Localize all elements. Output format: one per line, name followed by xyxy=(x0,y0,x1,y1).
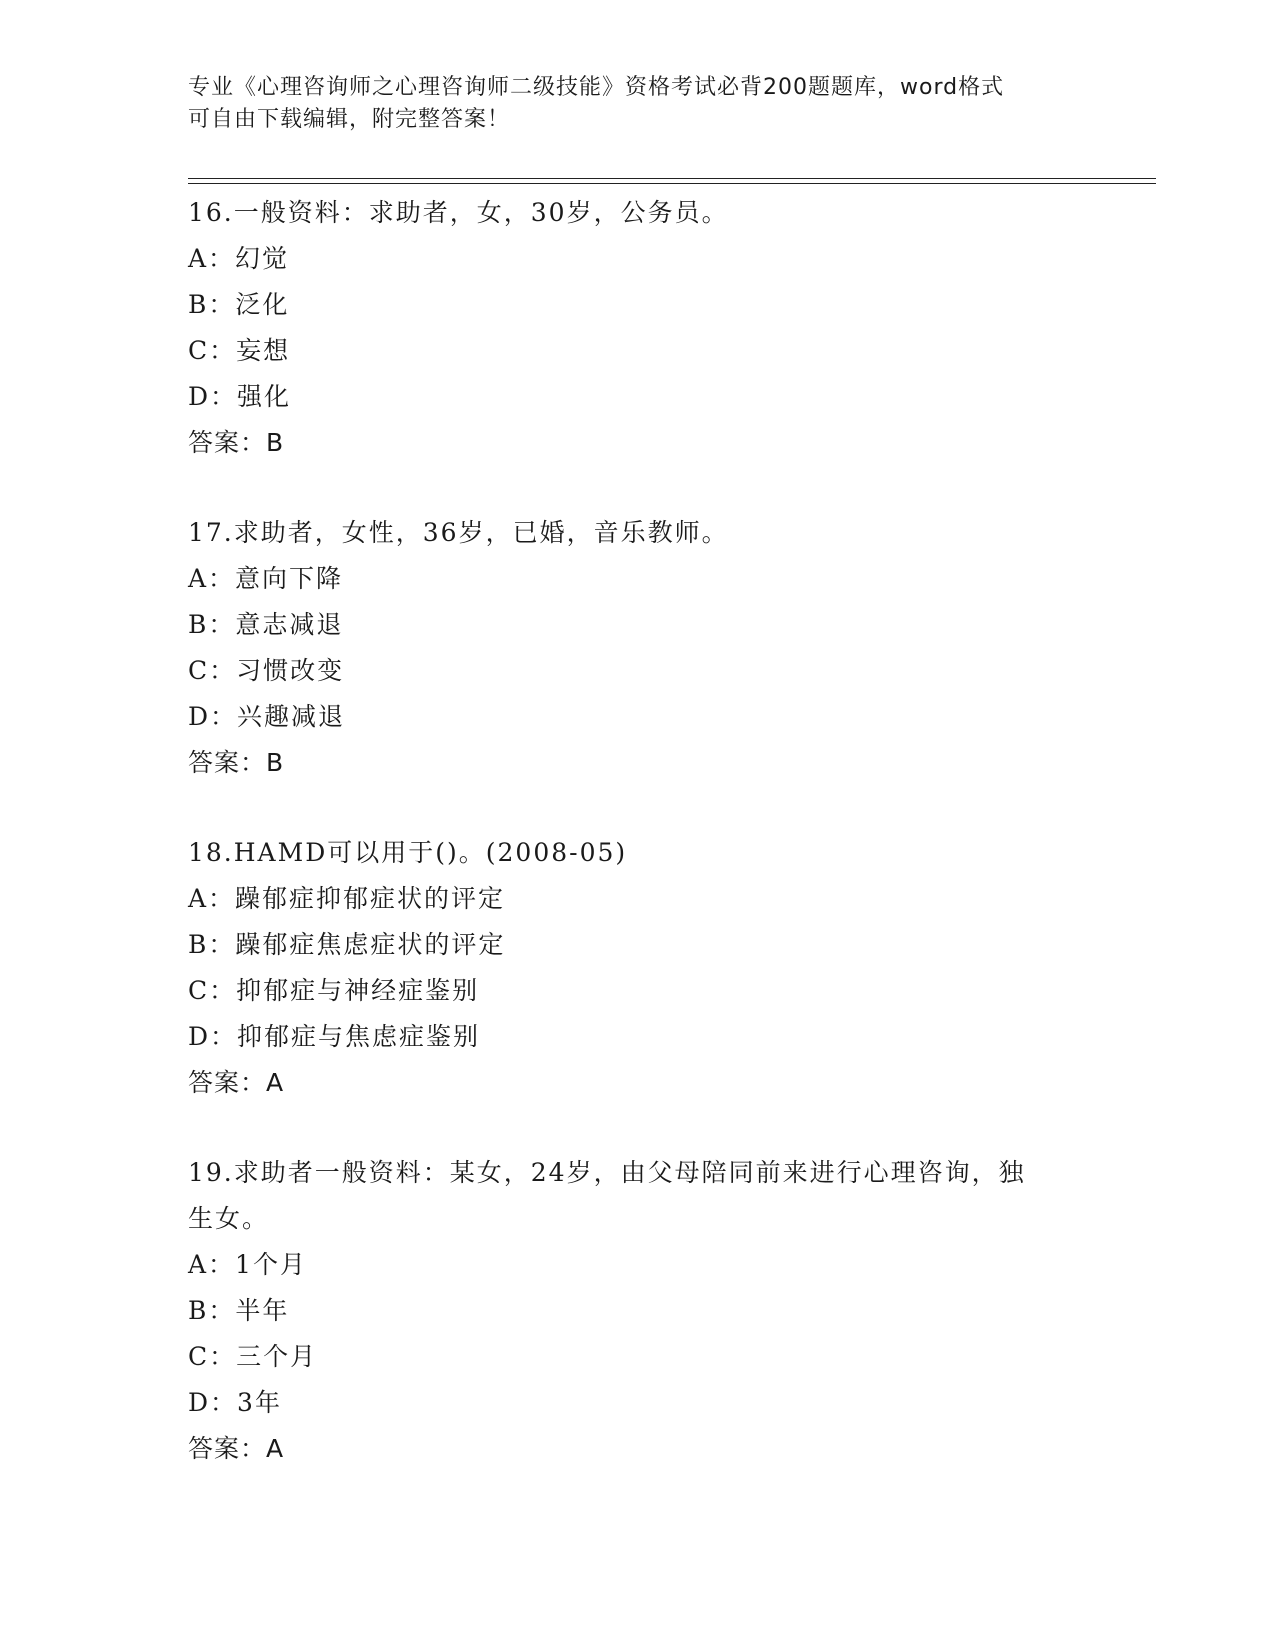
option-c: C：三个月 xyxy=(188,1342,318,1371)
option-b: B：泛化 xyxy=(188,290,290,319)
question-stem-line-1: 19.求助者一般资料：某女，24岁，由父母陪同前来进行心理咨询，独 xyxy=(188,1158,1026,1187)
question-18 xyxy=(188,830,1088,1106)
option-c: C：抑郁症与神经症鉴别 xyxy=(188,976,480,1005)
option-a: A：意向下降 xyxy=(188,564,344,593)
option-b: B：躁郁症焦虑症状的评定 xyxy=(188,930,506,959)
option-d: D：兴趣减退 xyxy=(188,702,346,731)
option-a: A：幻觉 xyxy=(188,244,290,273)
option-b: B：意志减退 xyxy=(188,610,344,639)
question-16 xyxy=(188,190,1088,466)
option-a: A：1个月 xyxy=(188,1250,307,1279)
option-b: B：半年 xyxy=(188,1296,290,1325)
option-a: A：躁郁症抑郁症状的评定 xyxy=(188,884,506,913)
header-divider-bottom xyxy=(188,183,1156,184)
option-d: D：3年 xyxy=(188,1388,282,1417)
option-d: D：抑郁症与焦虑症鉴别 xyxy=(188,1022,481,1051)
document-header xyxy=(188,72,1088,136)
answer-label: 答案：B xyxy=(188,748,285,777)
header-divider-top xyxy=(188,178,1156,179)
header-line-2: 可自由下载编辑，附完整答案！ xyxy=(188,107,511,132)
question-stem xyxy=(188,1150,1088,1242)
option-c: C：习惯改变 xyxy=(188,656,345,685)
question-stem: 16.一般资料：求助者，女，30岁，公务员。 xyxy=(188,198,729,227)
answer-label: 答案：A xyxy=(188,1068,285,1097)
header-line-1: 专业《心理咨询师之心理咨询师二级技能》资格考试必背200题题库，word格式 xyxy=(188,75,1005,100)
answer-label: 答案：A xyxy=(188,1434,285,1463)
question-stem: 18.HAMD可以用于()。(2008-05) xyxy=(188,838,628,867)
question-stem-line-2: 生女。 xyxy=(188,1204,270,1233)
answer-label: 答案：B xyxy=(188,428,285,457)
option-c: C：妄想 xyxy=(188,336,291,365)
question-17 xyxy=(188,510,1088,786)
question-19 xyxy=(188,1150,1088,1472)
question-stem: 17.求助者，女性，36岁，已婚，音乐教师。 xyxy=(188,518,729,547)
option-d: D：强化 xyxy=(188,382,292,411)
